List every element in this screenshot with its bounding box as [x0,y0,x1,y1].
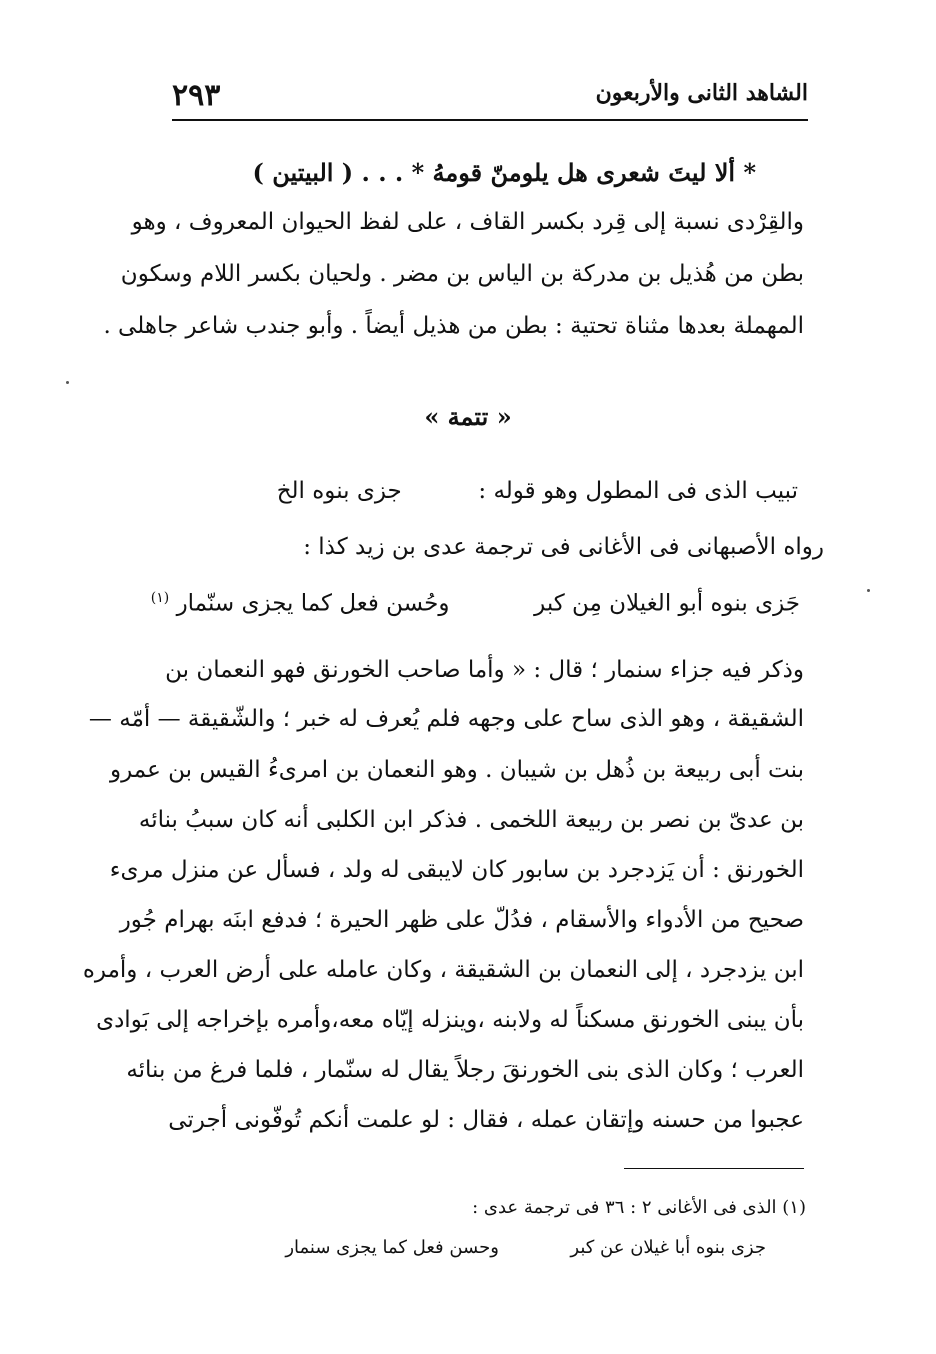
paragraph2-line: بنت أبى ربيعة بن ذُهل بن شيبان . وهو النعمان بن امرىءُ القيس بن عمرو [110,757,804,783]
paragraph2-line: بأن يبنى الخورنق مسكناً له ولابنه ،وينزله إيّاه معه،وأمره بإخراجه إلى بَوادى [96,1007,804,1033]
paragraph1-line: والقِرْدى نسبة إلى قِرد بكسر القاف ، على لفظ الحيوان المعروف ، وهو [131,209,804,235]
header-rule [172,119,808,121]
footnote-rule [624,1168,804,1169]
paragraph2-line: صحيح من الأدواء والأسقام ، فدُلّ على ظهر الحيرة ؛ فدفع ابنَه بهرام جُور [119,907,804,933]
intro-line: رواه الأصبهانى فى الأغانى فى ترجمة عدى بن زيد كذا : [303,534,824,560]
running-title: الشاهد الثانى والأربعون [595,80,808,106]
main-verse [151,590,800,617]
scan-speck [867,589,870,592]
paragraph2-line: بن عدىّ بن نصر بن ربيعة اللخمى . فذكر ابن الكلبى أنه كان سببُ بنائه [138,807,804,833]
page-number: ٢٩٣ [172,78,221,113]
paragraph1-line: بطن من هُذيل بن مدركة بن الياس بن مضر . ولحيان بكسر اللام وسكون [120,261,804,287]
footnote-verse [285,1237,766,1258]
verse-hemistich: جَزى بنوه أبو الغيلان مِن كبر [534,590,800,617]
intro-line [277,478,798,504]
verse-hemistich: وحُسن فعل كما يجزى سنّمار [176,590,450,617]
scan-speck [66,381,69,384]
paragraph2-line: عجبوا من حسنه وإتقان عمله ، فقال : لو علمت أنكم تُوفّونى أجرتى [168,1107,804,1133]
paragraph2-line: العرب ؛ وكان الذى بنى الخورنقَ رجلاً يقال له سنّمار ، فلما فرغ من بنائه [126,1057,804,1083]
paragraph2-line: الخورنق : أن يَزدجرد بن سابور كان لايبقى له ولد ، فسأل عن منزل مرىء [109,857,804,883]
paragraph1-line: المهملة بعدها مثناة تحتية : بطن من هذيل أيضاً . وأبو جندب شاعر جاهلى . [103,313,804,339]
footnote-hemistich: جزى بنوه أبا غيلان عن كبر [570,1237,766,1258]
footnote-marker: (١) [150,590,170,606]
section-title: « تتمة » [424,402,512,431]
footnote-line: (١) الذى فى الأغانى ٢ : ٣٦ فى ترجمة عدى : [472,1197,806,1218]
intro-verse-start: جزى بنوه الخ [276,478,402,504]
page-header [172,78,808,118]
paragraph2-line: ابن يزدجرد ، إلى النعمان بن الشقيقة ، وكان عامله على أرض العرب ، وأمره [82,957,804,983]
paragraph2-line: الشقيقة ، وهو الذى ساح على وجهه فلم يُعرف له خبر ؛ والشّقيقة — أمّه — [88,706,804,732]
paragraph2-line: وذكر فيه جزاء سنمار ؛ قال : « وأما صاحب الخورنق فهو النعمان بن [165,657,804,683]
verse-quote: * ألا ليتَ شعرى هل يلومنّ قومهُ * . . . ( البيتين ) [252,158,756,187]
footnote-hemistich: وحسن فعل كما يجزى سنمار [285,1237,499,1258]
intro-text: تبيب الذى فى المطول وهو قوله : [478,478,798,504]
